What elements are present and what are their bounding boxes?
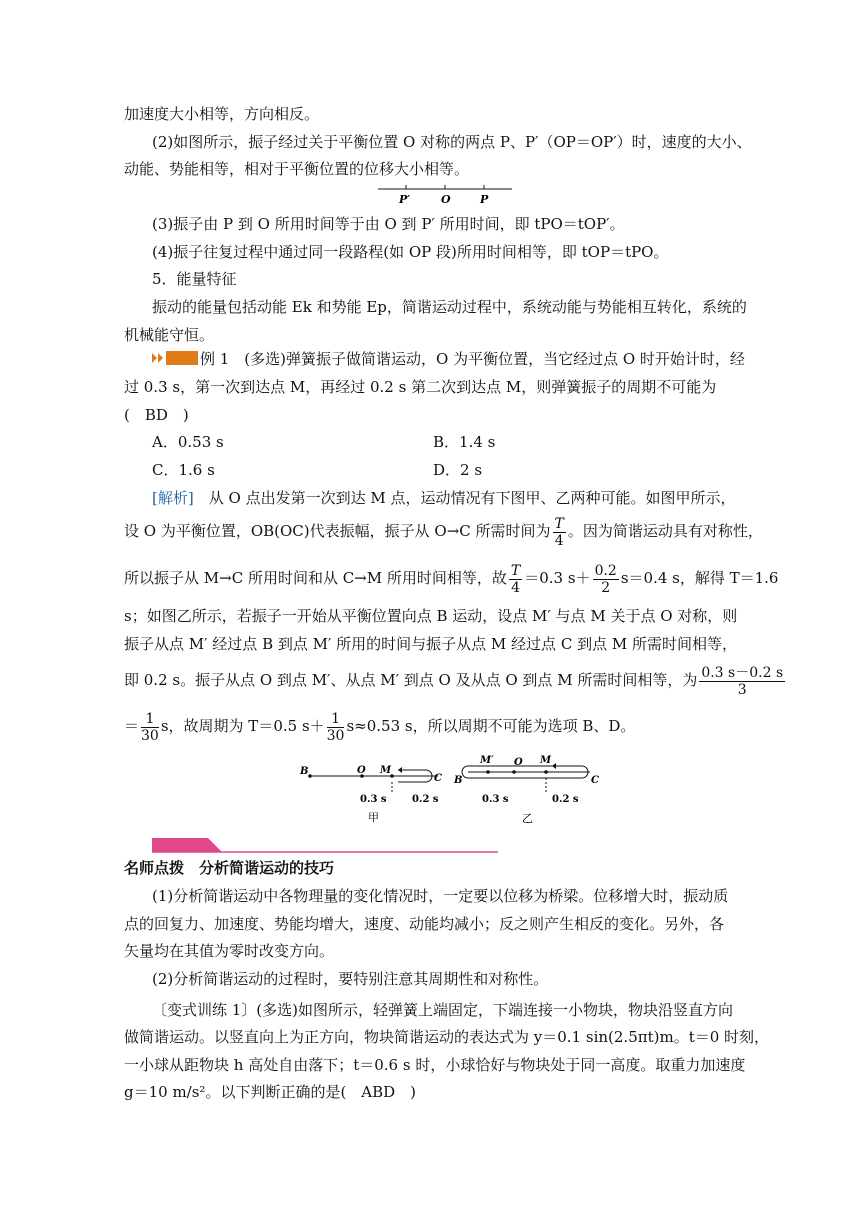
text-line: (4)振子往复过程中通过同一段路程(如 OP 段)所用时间相等，即 tOP＝tPO。 [152, 243, 669, 261]
motion-figure-jia [298, 762, 458, 824]
text-line: (2)如图所示，振子经过关于平衡位置 O 对称的两点 P、P′（OP＝OP′）时，速度的大小、 [152, 133, 752, 151]
figure-caption: 甲 [368, 811, 379, 824]
analysis-line: [解析] 从 O 点出发第一次到达 M 点，运动情况有下图甲、乙两种可能。如图甲所示， [152, 489, 736, 507]
point-c: C [434, 773, 442, 784]
text-line: 矢量均在其值为零时改变方向。 [124, 942, 335, 960]
point-m: M [540, 755, 552, 766]
time-label: 0.2 s [412, 794, 439, 805]
point-b: B [454, 775, 463, 786]
option-c: C．1.6 s [152, 461, 215, 479]
point-m: M [380, 765, 392, 776]
exercise-line: 一小球从距物块 h 高处自由落下；t＝0.6 s 时，小球恰好与物块处于同一高度。取重力加速度 [124, 1056, 746, 1074]
text-line: (1)分析简谐运动中各物理量的变化情况时，一定要以位移为桥梁。位移增大时，振动质 [152, 887, 729, 905]
analysis-line: 即 0.2 s。振子从点 O 到点 M′、从点 M′ 到点 O 及从点 O 到点 M 所需时间相等，为 $\frac{0.3 s-0.2 s}{3}$ [124, 664, 784, 698]
text-line: (2)分析简谐运动的过程时，要特别注意其周期性和对称性。 [152, 970, 549, 988]
text-line: (3)振子由 P 到 O 所用时间等于由 O 到 P′ 所用时间，即 tPO＝tOP′。 [152, 215, 625, 233]
analysis-line: s；如图乙所示，若振子一开始从平衡位置向点 B 运动，设点 M′ 与点 M 关于点 O 对称，则 [124, 607, 738, 625]
analysis-line: 设 O 为平衡位置，OB(OC)代表振幅，振子从 O→C 所需时间为 $\frac{T}{4}$ 。因为简谐运动具有对称性， [124, 515, 763, 549]
symmetric-points-figure [378, 183, 518, 207]
tip-banner-icon [152, 838, 500, 854]
section-heading: 5．能量特征 [152, 270, 237, 288]
text-line: 加速度大小相等，方向相反。 [124, 105, 320, 123]
exercise-line: g＝10 m/s²。以下判断正确的是( ABD ) [124, 1083, 417, 1101]
text-line: 动能、势能相等，相对于平衡位置的位移大小相等。 [124, 160, 470, 178]
point-m-prime: M′ [480, 755, 494, 766]
time-label: 0.3 s [482, 794, 509, 805]
example-tag-icon [152, 351, 200, 365]
point-b: B [300, 766, 309, 777]
motion-figure-yi [452, 752, 602, 826]
text-line: 机械能守恒。 [124, 326, 215, 344]
exercise-line: 做简谐运动。以竖直向上为正方向，物块简谐运动的表达式为 y＝0.1 sin(2.5πt)m。t＝0 时刻， [124, 1028, 770, 1046]
time-label: 0.2 s [552, 794, 579, 805]
text-line: 点的回复力、加速度、势能均增大，速度、动能均减小；反之则产生相反的变化。另外，各 [124, 915, 725, 933]
text-line: 振动的能量包括动能 Ek 和势能 Ep，简谐运动过程中，系统动能与势能相互转化，系统的 [152, 298, 747, 316]
answer-text: ( BD ) [124, 406, 189, 424]
point-o: O [441, 193, 451, 206]
figure-caption: 乙 [522, 812, 533, 825]
analysis-tag: [解析] [152, 489, 194, 507]
point-o: O [514, 757, 523, 768]
example-1-text: 例 1 (多选)弹簧振子做简谐运动，O 为平衡位置，当它经过点 O 时开始计时，经 [200, 350, 745, 368]
analysis-line: 振子从点 M′ 经过点 B 到点 M′ 所用的时间与振子从点 M 经过点 C 到点 M 所需时间相等， [124, 635, 737, 653]
point-p: P [480, 193, 489, 206]
option-b: B．1.4 s [433, 433, 496, 451]
text-line: 过 0.3 s，第一次到达点 M，再经过 0.2 s 第二次到达点 M，则弹簧振子的周期不可能为 [124, 378, 717, 396]
time-label: 0.3 s [360, 794, 387, 805]
point-p-prime: P′ [399, 193, 411, 206]
option-d: D．2 s [433, 461, 483, 479]
option-a: A．0.53 s [152, 433, 224, 451]
exercise-line: 〔变式训练 1〕(多选)如图所示，轻弹簧上端固定，下端连接一小物块，物块沿竖直方向 [152, 1001, 734, 1019]
point-c: C [591, 775, 599, 786]
analysis-line: 所以振子从 M→C 所用时间和从 C→M 所用时间相等，故 $\frac{T}{4}$ ＝0.3 s＋ $\frac{0.2}{2}$ s＝0.4 s，解得 T＝1.6 [124, 562, 779, 596]
tip-title: 名师点拨 分析简谐运动的技巧 [124, 859, 335, 877]
point-o: O [357, 765, 366, 776]
analysis-line: ＝ $\frac{1}{30}$ s，故周期为 T＝0.5 s＋ $\frac{1}{30}$ s≈0.53 s，所以周期不可能为选项 B、D。 [124, 710, 636, 744]
